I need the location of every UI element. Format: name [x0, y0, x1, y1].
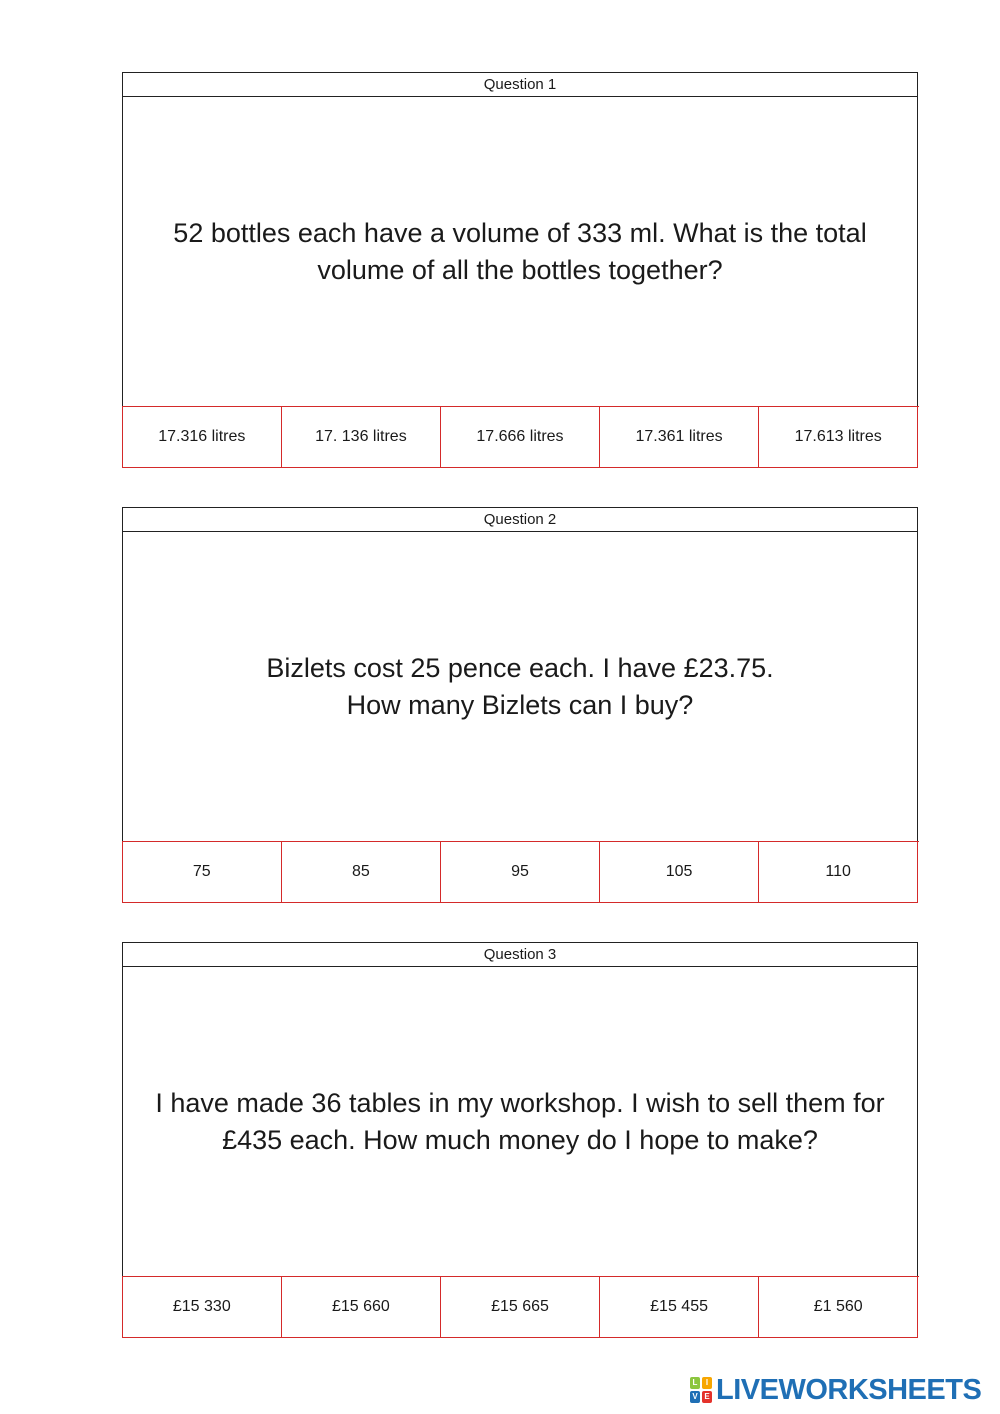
- question-card-2: [122, 507, 918, 903]
- logo-mark-letter: V: [690, 1391, 700, 1403]
- question-body: [123, 532, 917, 841]
- logo-mark-icon: [690, 1377, 712, 1403]
- answer-option[interactable]: £15 455: [599, 1277, 760, 1338]
- answer-option[interactable]: 17.666 litres: [440, 407, 601, 468]
- answer-row: [122, 406, 919, 468]
- answer-option[interactable]: 110: [758, 842, 919, 903]
- answer-option[interactable]: £15 660: [281, 1277, 442, 1338]
- answer-option[interactable]: 105: [599, 842, 760, 903]
- question-card-1: [122, 72, 918, 468]
- question-header: Question 1: [123, 73, 917, 97]
- answer-row: [122, 841, 919, 903]
- question-card-3: [122, 942, 918, 1338]
- answer-option[interactable]: 17. 136 litres: [281, 407, 442, 468]
- logo-mark-letter: I: [702, 1377, 712, 1389]
- question-text: I have made 36 tables in my workshop. I wish to sell them for £435 each. How much money do I hope to make?: [155, 1087, 885, 1155]
- logo-mark-letter: E: [702, 1391, 712, 1403]
- logo-text: LIVEWORKSHEETS: [716, 1373, 982, 1406]
- answer-option[interactable]: 17.316 litres: [122, 407, 283, 468]
- question-header: Question 2: [123, 508, 917, 532]
- logo-mark-letter: L: [690, 1377, 700, 1389]
- liveworksheets-logo: [690, 1373, 982, 1406]
- answer-option[interactable]: 75: [122, 842, 283, 903]
- answer-option[interactable]: 85: [281, 842, 442, 903]
- answer-option[interactable]: £15 665: [440, 1277, 601, 1338]
- question-text: 52 bottles each have a volume of 333 ml. What is the total volume of all the bottles together?: [173, 217, 867, 285]
- question-header: Question 3: [123, 943, 917, 967]
- answer-option[interactable]: 17.613 litres: [758, 407, 919, 468]
- question-body: [123, 97, 917, 406]
- question-text: Bizlets cost 25 pence each. I have £23.75. How many Bizlets can I buy?: [266, 652, 774, 720]
- answer-option[interactable]: £1 560: [758, 1277, 919, 1338]
- answer-option[interactable]: 17.361 litres: [599, 407, 760, 468]
- answer-option[interactable]: £15 330: [122, 1277, 283, 1338]
- answer-option[interactable]: 95: [440, 842, 601, 903]
- answer-row: [122, 1276, 919, 1338]
- question-body: [123, 967, 917, 1276]
